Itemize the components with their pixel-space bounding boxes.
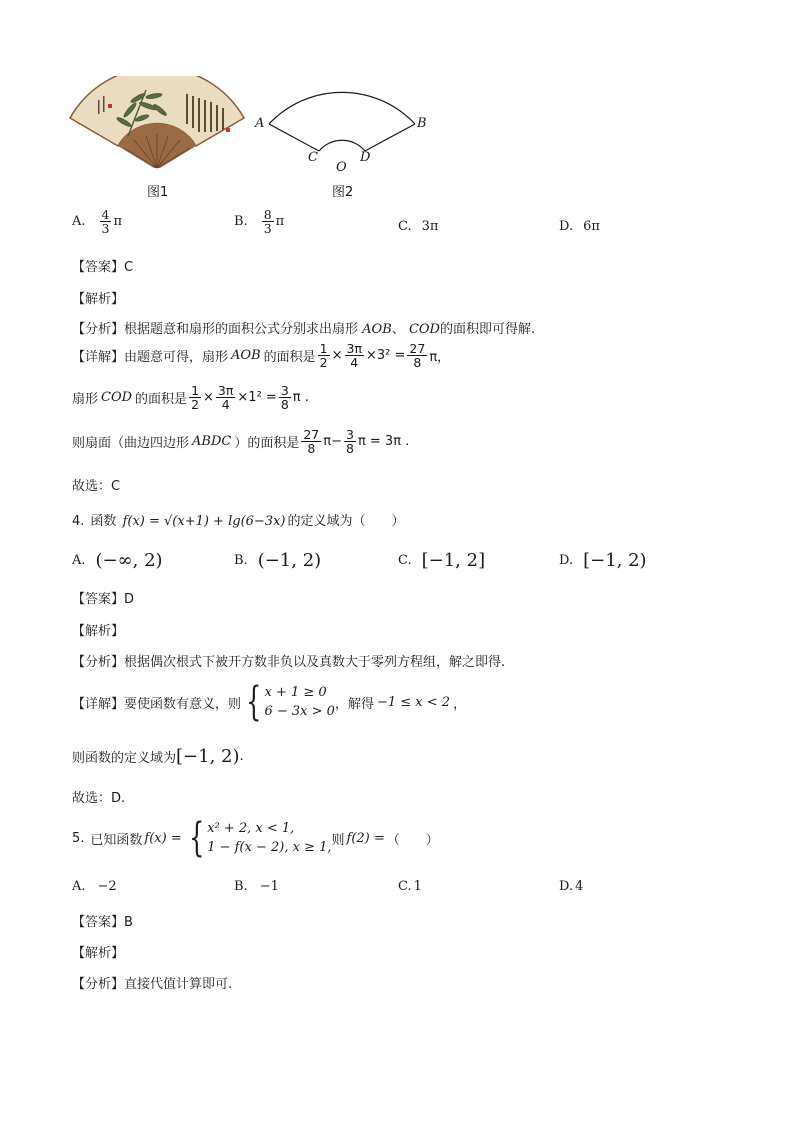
fraction: $\frac{4}{3}$ [101,207,110,237]
label-A: A [255,116,265,131]
q3-detail-line-1: 【详解】 由题意可得，扇形 AOB 的面积是 $\frac{1}{2}$ × $\frac{3\pi}{4}$ ×3² = $\frac{27}{8}$ π， [72,341,451,371]
q4-option-c[interactable]: C. [−1, 2] [398,550,486,571]
q3-jiexi-tag: 【解析】 [72,292,125,307]
figure-1-fan [68,76,246,172]
q5-answer: 【答案】B [72,915,133,930]
figure-1-caption: 图1 [147,185,169,200]
label-C: C [308,150,318,165]
q4-option-d[interactable]: D. [−1, 2) [559,550,647,571]
q4-stem: 4. 函数 f(x) = √(x+1) + lg(6−3x) 的定义域为（ ） [72,514,405,529]
label-B: B [417,116,427,131]
q4-jiexi-tag: 【解析】 [72,624,125,639]
label-D: D [360,150,371,165]
q3-option-c[interactable]: C. 3π [398,219,439,234]
inequality-system: { x + 1 ≥ 0 6 − 3x > 0 [246,679,335,725]
q3-choose: 故选：C [72,479,121,494]
piecewise-function: { x² + 2, x < 1, 1 − f(x − 2), x ≥ 1, [188,815,332,861]
q3-option-a[interactable]: A. $\frac{4}{3}$ π [72,207,123,237]
q4-fenxi: 【分析】根据偶次根式下被开方数非负以及真数大于零列方程组，解之即得. [72,655,506,670]
q3-option-d[interactable]: D. 6π [559,219,600,234]
option-letter: A. [72,214,86,230]
option-letter: B. [234,214,248,230]
figure-2-caption: 图2 [332,185,354,200]
q5-option-c[interactable]: C. 1 [398,879,422,894]
q3-option-b[interactable]: B. $\frac{8}{3}$ π [234,207,285,237]
q4-choose: 故选：D. [72,791,126,806]
q5-option-a[interactable]: A. −2 [72,879,117,894]
fan-image [68,76,246,172]
label-O: O [336,160,347,175]
fraction: $\frac{8}{3}$ [263,207,272,237]
q5-option-d[interactable]: D. 4 [559,879,584,894]
q3-detail-line-2: 扇形 COD 的面积是 $\frac{1}{2}$ × $\frac{3\pi}{4}$ ×1² = $\frac{3}{8}$ π . [72,383,309,413]
q4-option-a[interactable]: A. (−∞, 2) [72,550,163,571]
q4-detail: 【详解】 要使函数有意义，则 { x + 1 ≥ 0 6 − 3x > 0 ，解得 −1 ≤ x < 2 ， [72,679,467,725]
figure-2-diagram [252,70,432,180]
q5-stem: 5. 已知函数 f(x) = { x² + 2, x < 1, 1 − f(x − 2), x ≥ 1, 则 f(2) = （ ） [72,815,439,861]
q5-fenxi: 【分析】直接代值计算即可. [72,977,233,992]
q3-fenxi: 【分析】根据题意和扇形的面积公式分别求出扇形 AOB、 COD的面积即可得解. [72,322,536,337]
q4-domain: 则函数的定义域为 [−1, 2) . [72,746,244,767]
q3-detail-line-3: 则扇面（曲边四边形 ABDC ）的面积是 $\frac{27}{8}$ π− $\frac{3}{8}$ π = 3π . [72,427,410,457]
q3-answer: 【答案】C [72,260,134,275]
q4-answer: 【答案】D [72,592,135,607]
q4-option-b[interactable]: B. (−1, 2) [234,550,322,571]
q5-option-b[interactable]: B. −1 [234,879,279,894]
q5-jiexi-tag: 【解析】 [72,946,125,961]
